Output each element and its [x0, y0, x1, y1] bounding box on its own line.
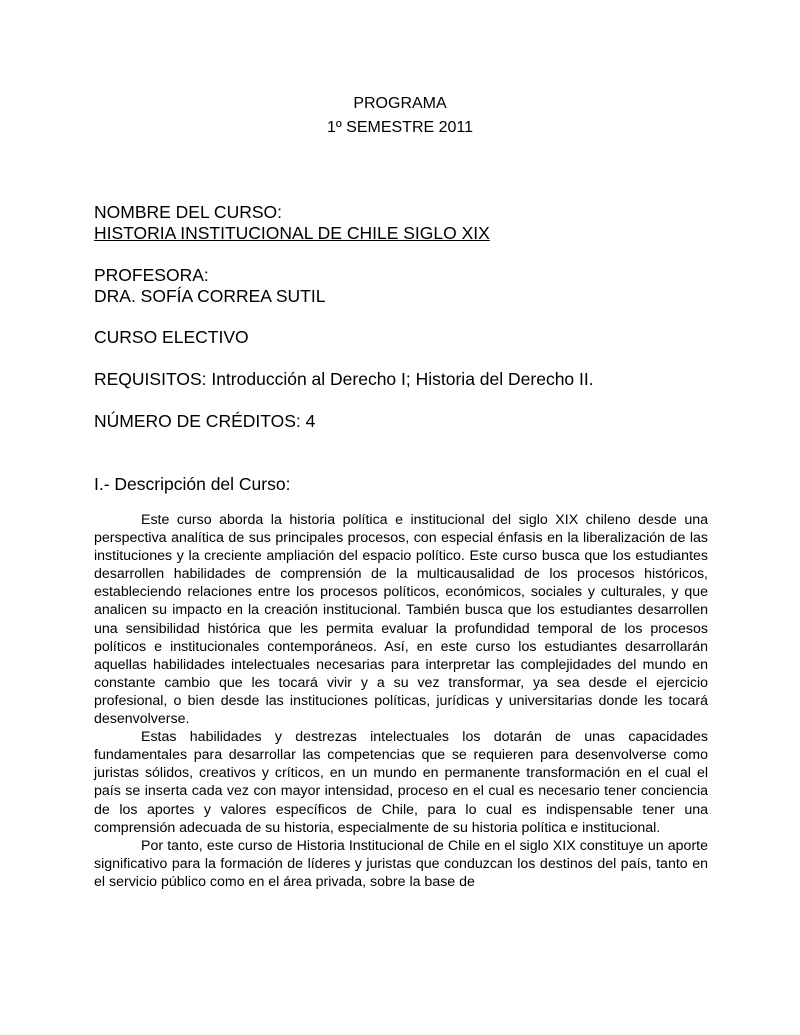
description-paragraph-2: Estas habilidades y destrezas intelectuales los dotarán de unas capacidades fundamentales para desarrollar las competencias que se requieren para desenvolverse como juristas sólidos, creativos y críticos, en un mundo en permanente transformación en el cual el país se inserta cada vez con mayor intensidad, proceso en el cual es necesario tener conciencia de los aportes y valores específicos de Chile, para lo cual es indispensable tener una comprensión adecuada de su historia, especialmente de su historia política e institucional.	[94, 729, 708, 836]
course-description	[94, 511, 708, 891]
course-name-label: NOMBRE DEL CURSO:	[94, 202, 282, 222]
program-title: PROGRAMA	[353, 95, 447, 112]
professor-label: PROFESORA:	[94, 265, 209, 285]
course-name: HISTORIA INSTITUCIONAL DE CHILE SIGLO XIX	[94, 223, 490, 243]
semester-label: 1º SEMESTRE 2011	[326, 119, 474, 136]
description-paragraph-3: Por tanto, este curso de Historia Institucional de Chile en el siglo XIX constituye un aporte significativo para la formación de líderes y juristas que conduzcan los destinos del país, tanto en el servicio público como en el área privada, sobre la base de	[94, 837, 708, 890]
professor-name: DRA. SOFÍA CORREA SUTIL	[94, 286, 326, 306]
section-heading: I.- Descripción del Curso:	[94, 474, 291, 494]
credits: NÚMERO DE CRÉDITOS: 4	[94, 411, 316, 431]
course-type: CURSO ELECTIVO	[94, 327, 249, 347]
requirements: REQUISITOS: Introducción al Derecho I; Historia del Derecho II.	[94, 369, 594, 389]
description-paragraph-1: Este curso aborda la historia política e institucional del siglo XIX chileno desde una perspectiva analítica de sus principales procesos, con especial énfasis en la liberalización de las instituciones y la creciente ampliación del espacio político. Este curso busca que los estudiantes desarrollen habilidades de comprensión de la multicausalidad de los procesos históricos, estableciendo relaciones entre los procesos políticos, económicos, sociales y culturales, y que analicen su impacto en la creación institucional. También busca que los estudiantes desarrollen una sensibilidad histórica que les permita evaluar la profundidad temporal de los procesos políticos e institucionales contemporáneos. Así, en este curso los estudiantes desarrollarán aquellas habilidades intelectuales necesarias para interpretar las complejidades del mundo en constante cambio que les tocará vivir y a su vez transformar, ya sea desde el ejercicio profesional, o bien desde las instituciones políticas, jurídicas y universitarias donde les tocará desenvolverse.	[94, 512, 708, 728]
